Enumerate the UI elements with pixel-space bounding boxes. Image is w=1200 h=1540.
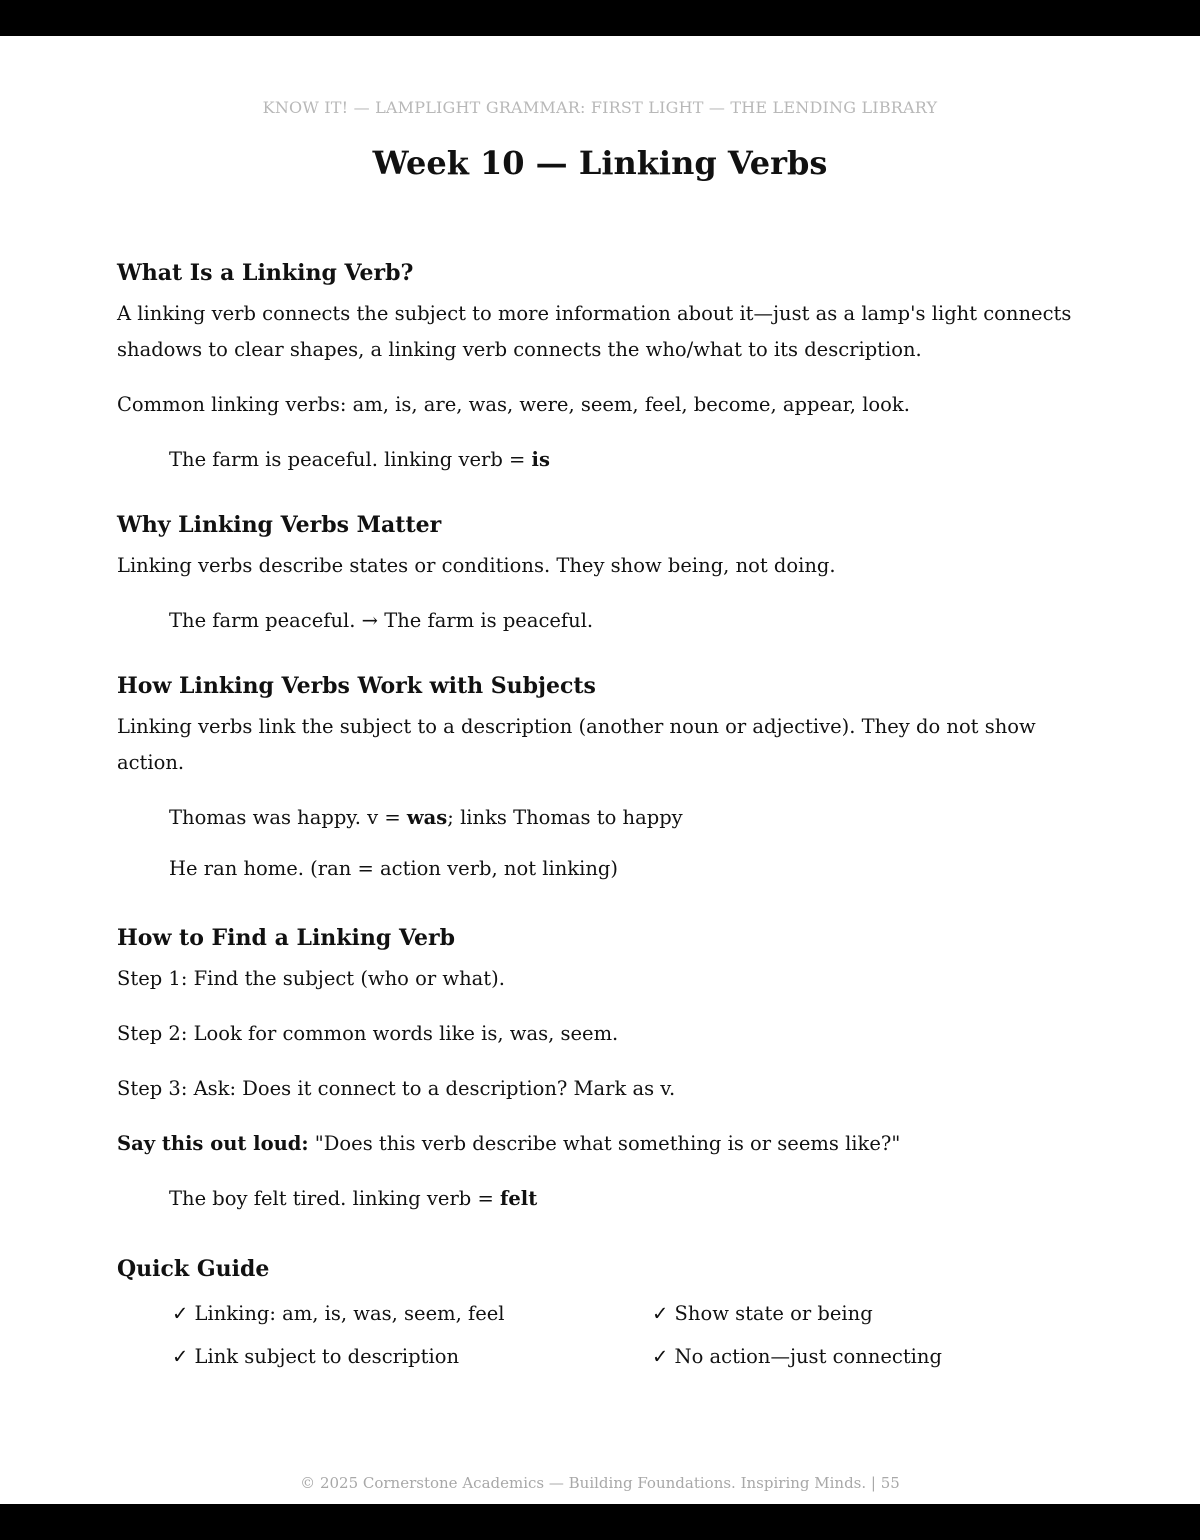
say-aloud-label: Say this out loud:	[117, 1132, 309, 1155]
section-heading-how-find: How to Find a Linking Verb	[117, 925, 455, 951]
example-text: The boy felt tired. linking verb =	[169, 1187, 501, 1210]
example-answer: is	[531, 448, 550, 471]
content	[117, 256, 1087, 1375]
section-heading-what-is: What Is a Linking Verb?	[117, 260, 414, 286]
example-sentence	[117, 1181, 1087, 1217]
guide-item: ✓ Show state or being	[652, 1302, 873, 1325]
section-paragraph: Linking verbs describe states or conditions. They show being, not doing.	[117, 554, 836, 577]
say-aloud-text: "Does this verb describe what something is or seems like?"	[308, 1132, 901, 1155]
step-item: Step 1: Find the subject (who or what).	[117, 967, 505, 990]
page	[0, 36, 1200, 1504]
example-sentence: He ran home. (ran = action verb, not linking)	[169, 857, 618, 880]
section-heading-why: Why Linking Verbs Matter	[117, 512, 442, 538]
example-sentence: The farm peaceful. → The farm is peaceful.	[169, 609, 594, 632]
section-heading-quick-guide: Quick Guide	[117, 1256, 270, 1282]
section-paragraph: A linking verb connects the subject to more information about it—just as a lamp's light connects shadows to clear shapes, a linking verb connects the who/what to its description.	[117, 302, 1072, 361]
guide-item: ✓ No action—just connecting	[652, 1345, 942, 1368]
section-paragraph: Common linking verbs: am, is, are, was, were, seem, feel, become, appear, look.	[117, 393, 910, 416]
page-footer: © 2025 Cornerstone Academics — Building Foundations. Inspiring Minds. | 55	[300, 1474, 900, 1492]
running-head: KNOW IT! — LAMPLIGHT GRAMMAR: FIRST LIGHT — THE LENDING LIBRARY	[262, 98, 938, 117]
say-aloud	[117, 1126, 1087, 1162]
example-text: ; links Thomas to happy	[447, 806, 683, 829]
example-text: Thomas was happy. v =	[169, 806, 407, 829]
step-item: Step 2: Look for common words like is, was, seem.	[117, 1022, 619, 1045]
example-answer: felt	[500, 1187, 538, 1210]
guide-item: ✓ Linking: am, is, was, seem, feel	[172, 1302, 505, 1325]
example-sentence	[117, 800, 1087, 836]
example-sentence	[117, 442, 1087, 478]
section-paragraph: Linking verbs link the subject to a description (another noun or adjective). They do not show action.	[117, 715, 1036, 774]
section-heading-how-work: How Linking Verbs Work with Subjects	[117, 673, 596, 699]
step-item: Step 3: Ask: Does it connect to a description? Mark as v.	[117, 1077, 676, 1100]
example-text: The farm is peaceful. linking verb =	[169, 448, 532, 471]
guide-item: ✓ Link subject to description	[172, 1345, 460, 1368]
page-title: Week 10 — Linking Verbs	[372, 144, 828, 182]
quick-guide-list	[117, 1296, 1087, 1375]
example-answer: was	[406, 806, 448, 829]
